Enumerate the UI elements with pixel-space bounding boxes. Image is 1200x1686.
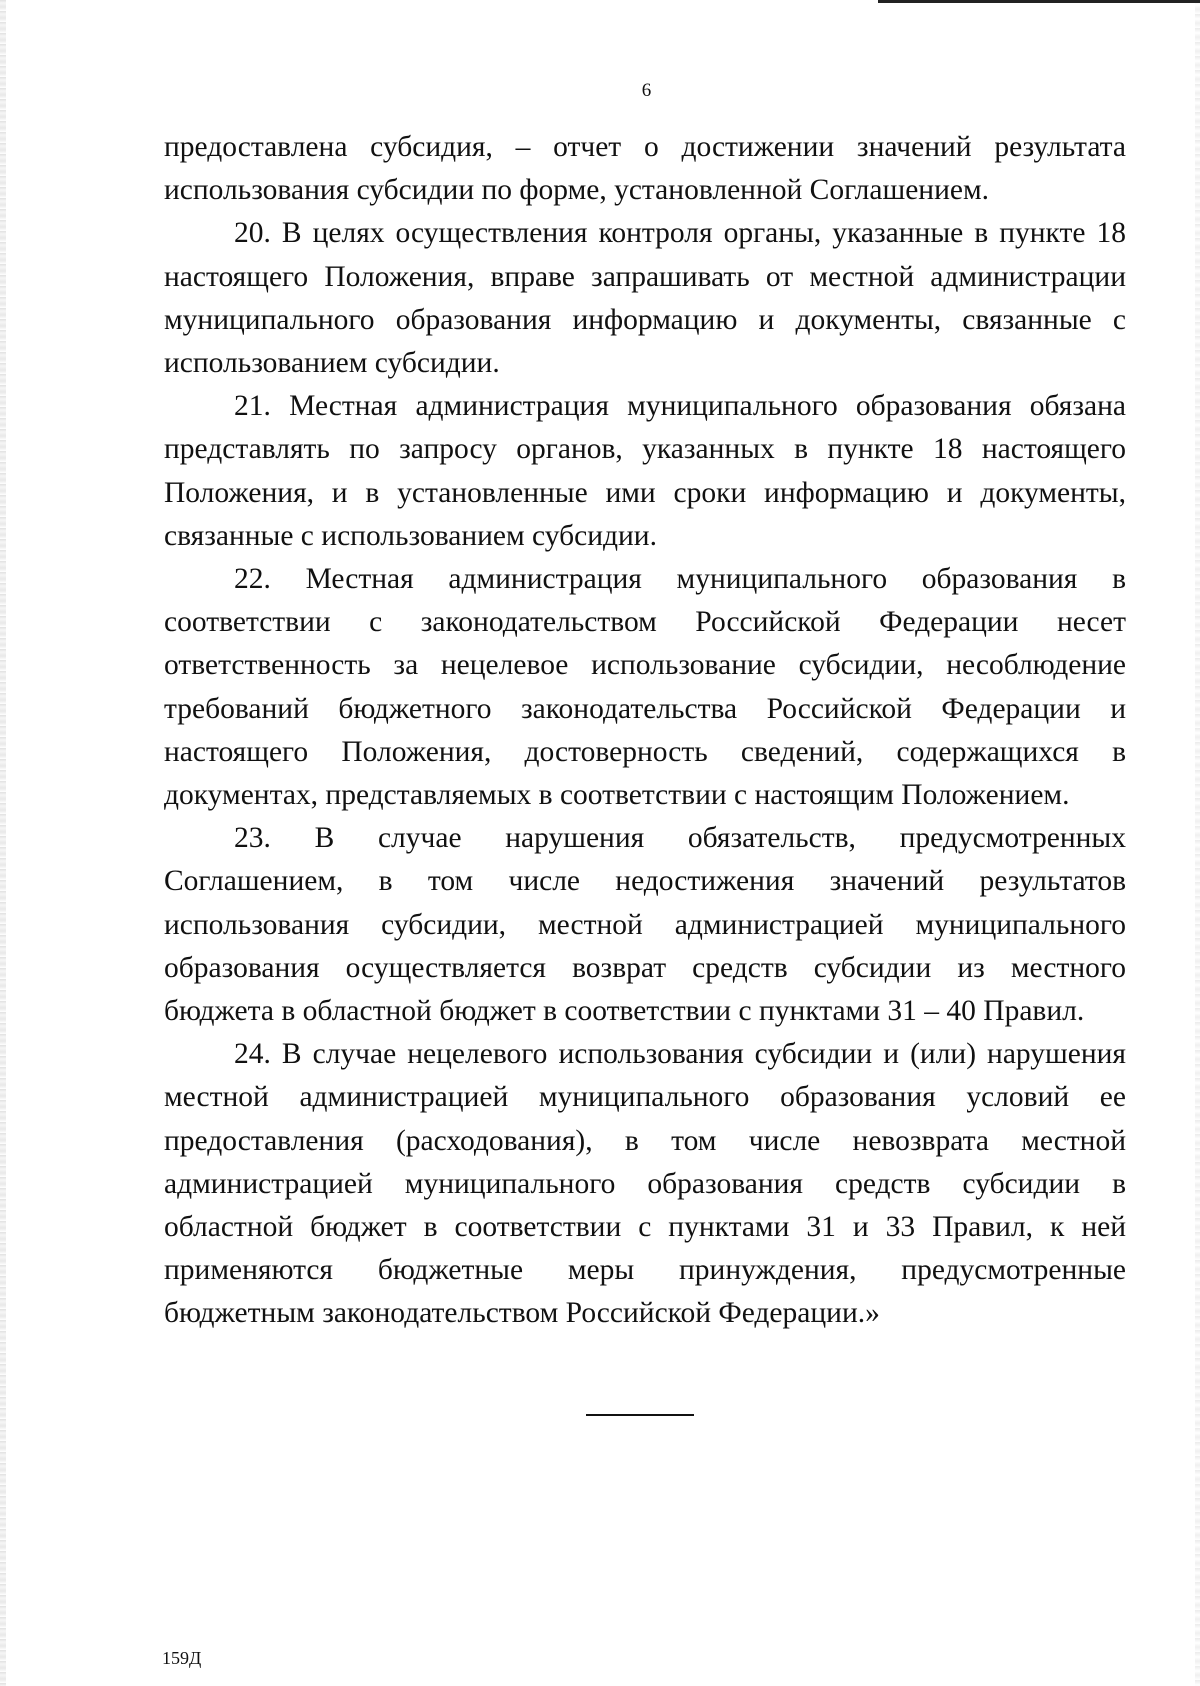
paragraph-23: 23. В случае нарушения обязательств, предусмотренных Соглашением, в том числе недостижения значений результатов использования субсидии, местной администрацией муниципального образования осуществляется возврат средств субсидии из местного бюджета в областной бюджет в соответствии с пунктами 31 – 40 Правил. [164,822,1126,1028]
scan-edge-left [0,0,6,1686]
end-of-document-rule [586,1414,694,1416]
paragraph-22: 22. Местная администрация муниципального образования в соответствии с законодательством Российской Федерации несет ответственность за нецелевое использование субсидии, несоблюдение требований бюджетного законодательства Российской Федерации и настоящего Положения, достоверность сведений, содержащихся в документах, представляемых в соответствии с настоящим Положением. [164,563,1126,812]
footer-document-code: 159Д [162,1648,202,1668]
top-border-line [878,0,1200,3]
scan-edge-right [1195,0,1200,1686]
page-number: 6 [641,80,652,101]
document-body [164,126,1126,1336]
paragraph-24: 24. В случае нецелевого использования субсидии и (или) нарушения местной администрацией муниципального образования условий ее предоставления (расходования), в том числе невозврата местной администрацией муниципального образования средств субсидии в областной бюджет в соответствии с пунктами 31 и 33 Правил, к ней применяются бюджетные меры принуждения, предусмотренные бюджетным законодательством Российской Федерации.» [164,1038,1126,1330]
paragraph-20: 20. В целях осуществления контроля органы, указанные в пункте 18 настоящего Положения, вправе запрашивать от местной администрации муниципального образования информацию и документы, связанные с использованием субсидии. [164,217,1126,380]
paragraph-continuation: предоставлена субсидия, – отчет о достижении значений результата использования субсидии по форме, установленной Соглашением. [164,131,1126,207]
paragraph-21: 21. Местная администрация муниципального образования обязана представлять по запросу органов, указанных в пункте 18 настоящего Положения, и в установленные ими сроки информацию и документы, связанные с использованием субсидии. [164,390,1126,552]
